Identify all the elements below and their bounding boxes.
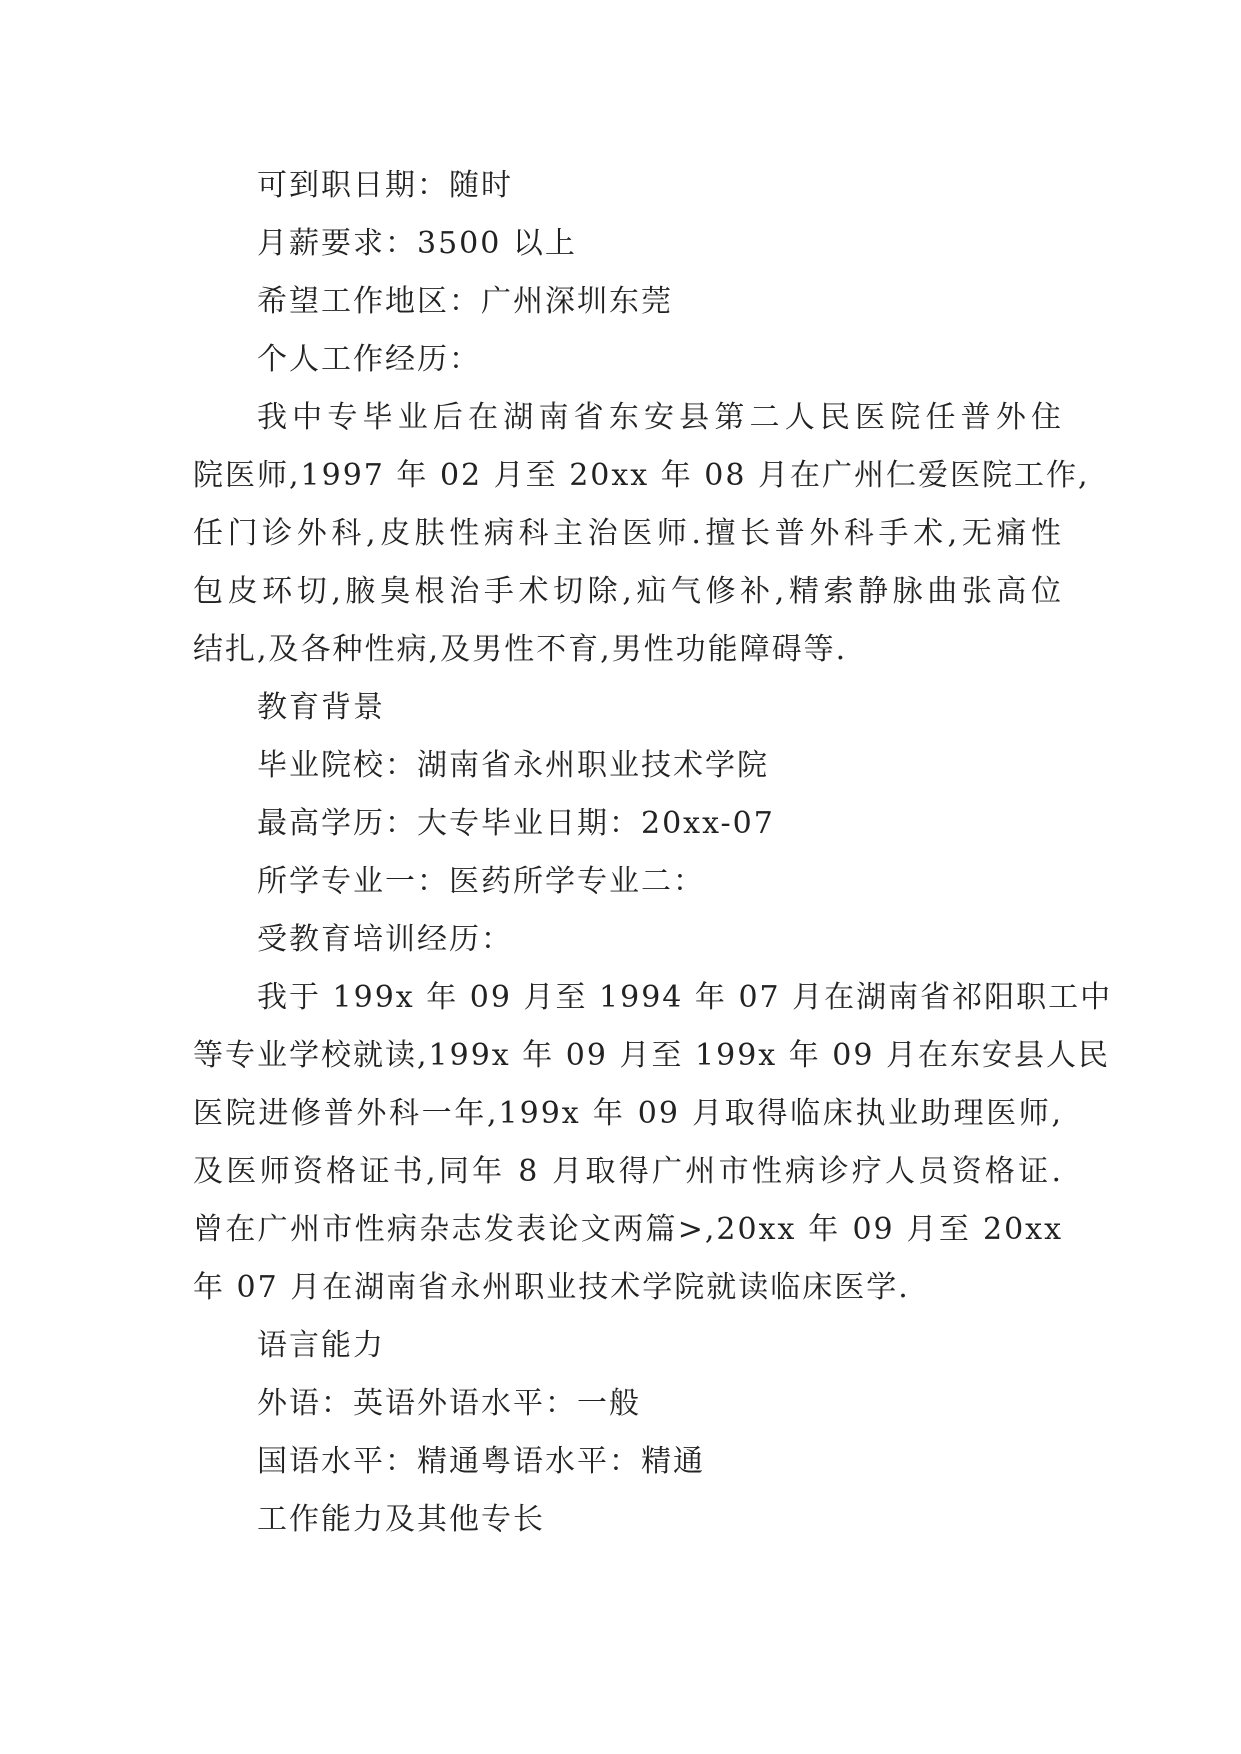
- education-heading: 教育背景: [257, 690, 385, 725]
- work-experience-paragraph-line: 包皮环切,腋臭根治手术切除,疝气修补,精索静脉曲张高位: [193, 574, 1063, 609]
- work-experience-paragraph-line: 结扎,及各种性病,及男性不育,男性功能障碍等.: [193, 632, 848, 667]
- foreign-language-line: 外语：英语外语水平：一般: [257, 1386, 641, 1421]
- training-heading: 受教育培训经历：: [257, 922, 513, 957]
- training-paragraph-line: 曾在广州市性病杂志发表论文两篇>,20xx 年 09 月至 20xx: [193, 1212, 1063, 1247]
- desired-work-area-line: 希望工作地区：广州深圳东莞: [257, 284, 673, 319]
- training-paragraph-line: 医院进修普外科一年,199x 年 09 月取得临床执业助理医师,: [193, 1096, 1063, 1131]
- mandarin-cantonese-line: 国语水平：精通粤语水平：精通: [257, 1444, 705, 1479]
- language-heading: 语言能力: [257, 1328, 385, 1363]
- available-date-line: 可到职日期：随时: [257, 168, 513, 203]
- work-experience-paragraph-line: 任门诊外科,皮肤性病科主治医师.擅长普外科手术,无痛性: [193, 516, 1063, 551]
- highest-degree-line: 最高学历：大专毕业日期：20xx-07: [257, 806, 775, 841]
- work-experience-paragraph-line: 我中专毕业后在湖南省东安县第二人民医院任普外住: [257, 400, 1063, 435]
- work-experience-heading: 个人工作经历：: [257, 342, 481, 377]
- major-line: 所学专业一：医药所学专业二：: [257, 864, 705, 899]
- skills-heading: 工作能力及其他专长: [257, 1502, 545, 1537]
- training-paragraph-line: 我于 199x 年 09 月至 1994 年 07 月在湖南省祁阳职工中: [257, 980, 1113, 1015]
- training-paragraph-line: 年 07 月在湖南省永州职业技术学院就读临床医学.: [193, 1270, 910, 1305]
- graduation-school-line: 毕业院校：湖南省永州职业技术学院: [257, 748, 769, 783]
- work-experience-paragraph-line: 院医师,1997 年 02 月至 20xx 年 08 月在广州仁爱医院工作,: [193, 458, 1090, 493]
- salary-requirement-line: 月薪要求：3500 以上: [257, 226, 577, 261]
- training-paragraph-line: 及医师资格证书,同年 8 月取得广州市性病诊疗人员资格证.: [193, 1154, 1063, 1189]
- training-paragraph-line: 等专业学校就读,199x 年 09 月至 199x 年 09 月在东安县人民: [193, 1038, 1110, 1073]
